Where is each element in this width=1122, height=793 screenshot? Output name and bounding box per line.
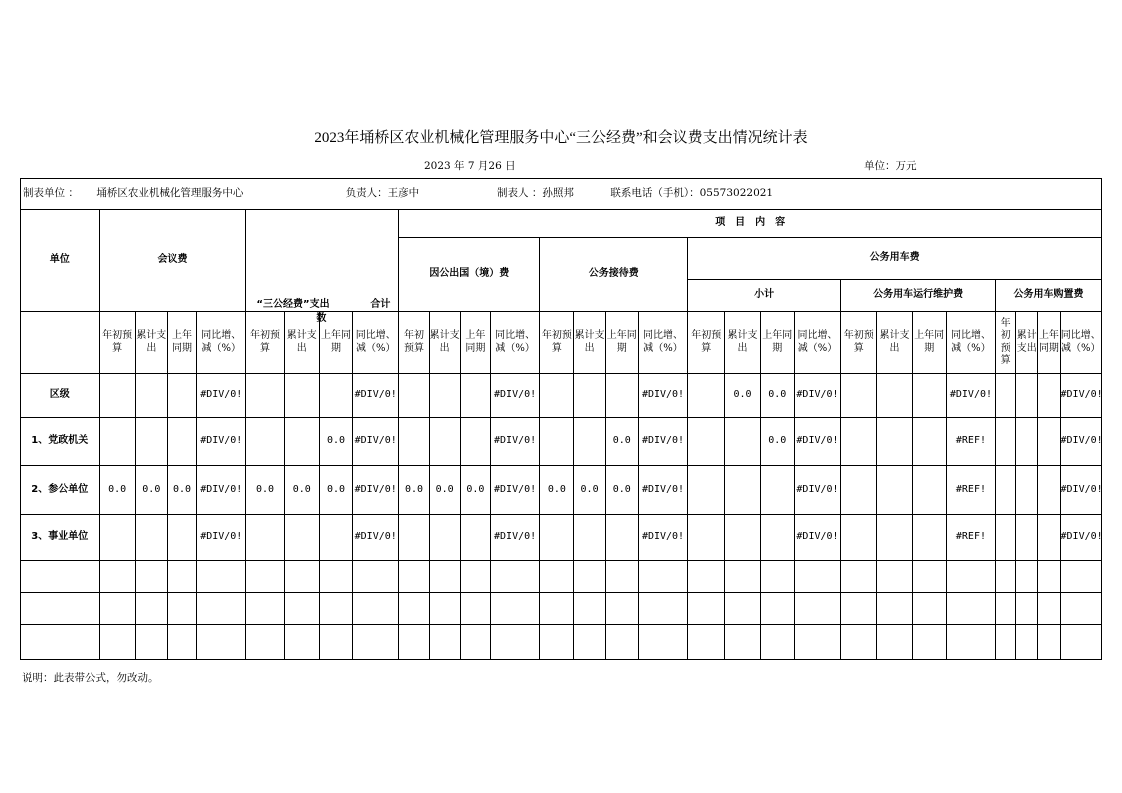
col-last-year: 上年同期 (912, 312, 946, 374)
subheader-spacer (21, 312, 100, 374)
table-cell (996, 418, 1016, 466)
table-cell: 0.0 (460, 466, 490, 515)
table-cell: #DIV/0! (353, 374, 399, 418)
table-row (21, 374, 1102, 418)
table-cell: 0.0 (399, 466, 429, 515)
table-cell (540, 515, 574, 561)
table-cell (399, 515, 429, 561)
table-cell (319, 374, 352, 418)
table-cell: #REF! (946, 466, 995, 515)
col-yoy: 同比增、减（%） (794, 312, 840, 374)
col-last-year: 上年同期 (760, 312, 794, 374)
table-cell: #DIV/0! (490, 374, 539, 418)
table-cell (99, 374, 135, 418)
table-cell: #DIV/0! (490, 466, 539, 515)
table-cell (429, 515, 460, 561)
leader-name: 负责人：王彦中 (345, 187, 420, 200)
table-cell (725, 418, 760, 466)
header-car-run: 公务用车运行维护费 (841, 280, 996, 312)
table-cell: #DIV/0! (638, 466, 687, 515)
header-car-buy: 公务用车购置费 (996, 280, 1102, 312)
header-sankong-total (246, 210, 399, 324)
table-cell: #REF! (946, 515, 995, 561)
col-spent: 累计支出 (725, 312, 760, 374)
table-cell: 0.0 (167, 466, 196, 515)
sankong-count-label: 数 (316, 312, 327, 324)
table-cell (574, 418, 605, 466)
table-cell (841, 418, 877, 466)
table-cell: #DIV/0! (794, 374, 840, 418)
table-cell (460, 374, 490, 418)
table-cell (912, 374, 946, 418)
table-cell (135, 418, 167, 466)
table-cell (429, 418, 460, 466)
table-row (21, 466, 1102, 515)
table-cell: 0.0 (574, 466, 605, 515)
table-cell (996, 466, 1016, 515)
table-cell: #DIV/0! (1060, 418, 1101, 466)
table-cell (540, 418, 574, 466)
subheader-row (21, 312, 1102, 374)
table-cell: #DIV/0! (794, 515, 840, 561)
col-last-year-vertical: 上年同期 (1038, 312, 1060, 374)
table-cell: 0.0 (725, 374, 760, 418)
table-cell (167, 515, 196, 561)
table-cell (912, 418, 946, 466)
table-cell (246, 418, 284, 466)
table-cell (725, 466, 760, 515)
col-spent-vertical: 累计支出 (1016, 312, 1038, 374)
row-label: 1、党政机关 (21, 418, 100, 466)
col-yoy: 同比增、减（%） (490, 312, 539, 374)
table-cell: #DIV/0! (353, 418, 399, 466)
maker-name: 制表人 ：孙照邦 (497, 187, 574, 200)
table-cell (460, 418, 490, 466)
table-cell (574, 515, 605, 561)
header-reception-fee: 公务接待费 (540, 238, 688, 312)
col-budget: 年初预算 (246, 312, 284, 374)
table-cell (1016, 466, 1038, 515)
col-budget-vertical: 年初预算 (996, 312, 1016, 374)
table-cell: #DIV/0! (490, 515, 539, 561)
table-cell: 0.0 (319, 466, 352, 515)
table-cell: 0.0 (605, 418, 638, 466)
table-cell: #DIV/0! (946, 374, 995, 418)
table-cell (912, 515, 946, 561)
col-budget: 年初预算 (399, 312, 429, 374)
table-cell: 0.0 (605, 466, 638, 515)
table-cell: #DIV/0! (353, 466, 399, 515)
col-budget: 年初预算 (540, 312, 574, 374)
table-cell (605, 374, 638, 418)
statistics-table (20, 178, 1102, 660)
table-cell: #DIV/0! (794, 466, 840, 515)
sankong-total-label: 合计 (370, 298, 391, 310)
header-abroad-fee: 因公出国（境）费 (399, 238, 540, 312)
table-cell: 0.0 (429, 466, 460, 515)
table-cell (877, 374, 912, 418)
table-cell: #DIV/0! (794, 418, 840, 466)
table-cell (284, 418, 319, 466)
empty-row (21, 593, 1102, 625)
table-row (21, 418, 1102, 466)
table-cell (1038, 418, 1060, 466)
table-cell: #DIV/0! (638, 418, 687, 466)
col-spent: 累计支出 (284, 312, 319, 374)
table-cell (399, 418, 429, 466)
table-cell (688, 466, 725, 515)
table-cell (246, 515, 284, 561)
table-cell (1016, 515, 1038, 561)
table-cell (841, 466, 877, 515)
table-cell: #DIV/0! (197, 374, 246, 418)
table-cell (912, 466, 946, 515)
report-date: 2023 年 7 月26 日 (424, 160, 516, 172)
table-cell: #DIV/0! (1060, 374, 1101, 418)
table-cell: 0.0 (135, 466, 167, 515)
table-cell (1016, 374, 1038, 418)
col-budget: 年初预算 (841, 312, 877, 374)
table-cell: #DIV/0! (197, 515, 246, 561)
col-yoy: 同比增、减（%） (353, 312, 399, 374)
table-note: 说明：此表带公式，勿改动。 (22, 672, 159, 684)
table-cell (688, 374, 725, 418)
col-last-year: 上年同期 (460, 312, 490, 374)
table-cell (540, 374, 574, 418)
contact-phone: 联系电话（手机）：05573022021 (610, 187, 774, 200)
row-label: 3、事业单位 (21, 515, 100, 561)
header-project-content: 项 目 内 容 (399, 210, 1102, 238)
table-cell (760, 466, 794, 515)
table-cell (574, 374, 605, 418)
table-cell (284, 374, 319, 418)
org-label: 制表单位 ： (23, 187, 79, 200)
table-cell (319, 515, 352, 561)
table-cell: 0.0 (99, 466, 135, 515)
table-cell (99, 418, 135, 466)
table-cell (167, 374, 196, 418)
col-budget: 年初预算 (688, 312, 725, 374)
table-cell (688, 418, 725, 466)
table-cell (996, 374, 1016, 418)
empty-row (21, 561, 1102, 593)
table-cell (1016, 418, 1038, 466)
info-row (21, 179, 1102, 210)
table-cell: 0.0 (284, 466, 319, 515)
col-spent: 累计支出 (429, 312, 460, 374)
row-label: 区级 (21, 374, 100, 418)
table-cell (760, 515, 794, 561)
col-yoy: 同比增、减（%） (1060, 312, 1101, 374)
currency-unit: 单位：万元 (864, 160, 917, 172)
report-title: 2023年埇桥区农业机械化管理服务中心“三公经费”和会议费支出情况统计表 (314, 130, 808, 146)
table-cell (877, 418, 912, 466)
table-cell (725, 515, 760, 561)
table-cell: #DIV/0! (638, 374, 687, 418)
table-cell: #DIV/0! (197, 466, 246, 515)
table-cell (399, 374, 429, 418)
table-cell: #DIV/0! (197, 418, 246, 466)
table-cell: #DIV/0! (638, 515, 687, 561)
col-yoy: 同比增、减（%） (946, 312, 995, 374)
table-cell: #DIV/0! (490, 418, 539, 466)
table-cell (135, 515, 167, 561)
table-cell: 0.0 (246, 466, 284, 515)
col-spent: 累计支出 (574, 312, 605, 374)
header-car-fee: 公务用车费 (688, 238, 1102, 280)
table-cell (99, 515, 135, 561)
table-cell (688, 515, 725, 561)
header-unit: 单位 (21, 210, 100, 312)
table-cell (841, 515, 877, 561)
col-spent: 累计支出 (135, 312, 167, 374)
table-cell (167, 418, 196, 466)
table-cell (605, 515, 638, 561)
table-cell (877, 515, 912, 561)
table-cell: #REF! (946, 418, 995, 466)
table-cell: #DIV/0! (353, 515, 399, 561)
table-cell: #DIV/0! (1060, 515, 1101, 561)
table-row (21, 515, 1102, 561)
table-cell: 0.0 (760, 418, 794, 466)
sankong-label: “三公经费”支出 (256, 298, 330, 310)
table-cell: 0.0 (760, 374, 794, 418)
table-cell (1038, 515, 1060, 561)
header-meeting-fee: 会议费 (99, 210, 246, 312)
table-cell (135, 374, 167, 418)
header-subtotal: 小计 (688, 280, 841, 312)
table-cell (1038, 466, 1060, 515)
col-last-year: 上年同期 (167, 312, 196, 374)
col-spent: 累计支出 (877, 312, 912, 374)
table-cell (841, 374, 877, 418)
col-last-year: 上年同期 (319, 312, 352, 374)
table-cell: #DIV/0! (1060, 466, 1101, 515)
row-label: 2、参公单位 (21, 466, 100, 515)
col-yoy: 同比增、减（%） (638, 312, 687, 374)
table-cell: 0.0 (319, 418, 352, 466)
table-cell (460, 515, 490, 561)
col-budget: 年初预算 (99, 312, 135, 374)
org-name: 埇桥区农业机械化管理服务中心 (96, 187, 244, 200)
table-cell: 0.0 (540, 466, 574, 515)
table-cell (1038, 374, 1060, 418)
table-cell (429, 374, 460, 418)
col-last-year: 上年同期 (605, 312, 638, 374)
table-cell (246, 374, 284, 418)
col-yoy: 同比增、减（%） (197, 312, 246, 374)
table-cell (996, 515, 1016, 561)
empty-row (21, 625, 1102, 660)
table-cell (877, 466, 912, 515)
table-cell (284, 515, 319, 561)
